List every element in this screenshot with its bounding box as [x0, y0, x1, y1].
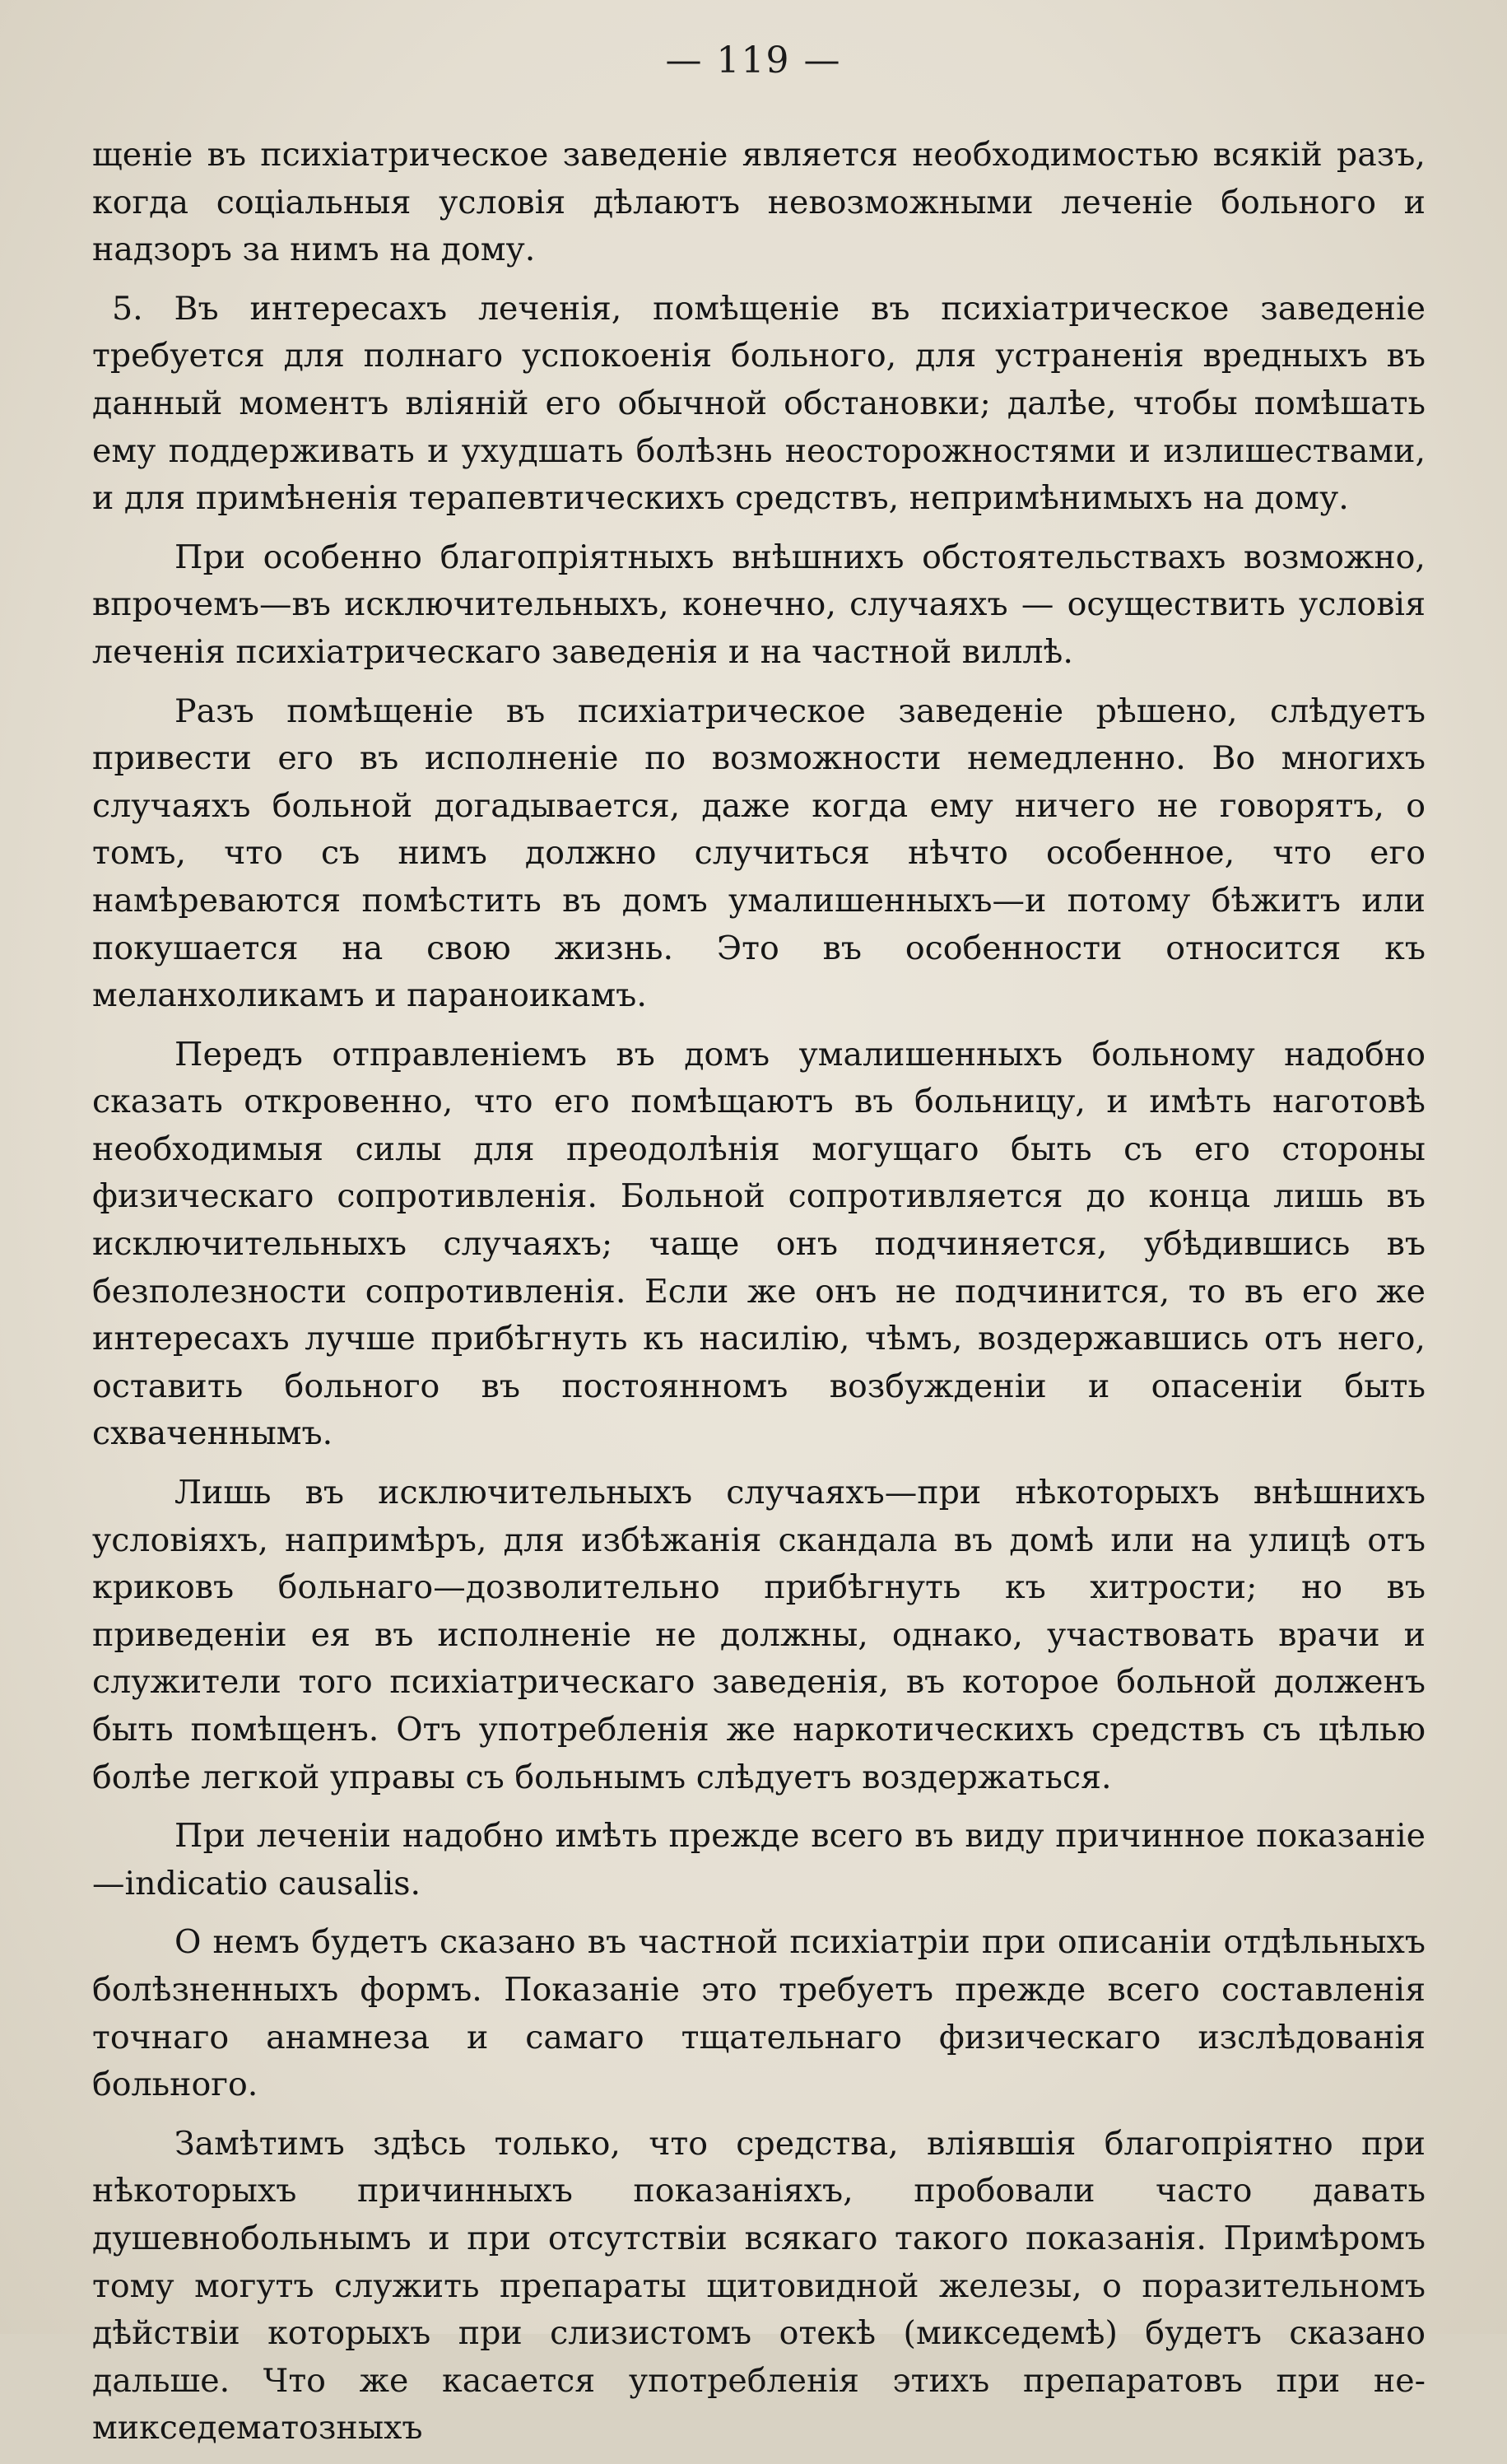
paragraph-villa: При особенно благопріятныхъ внѣшнихъ обстоятельствахъ возможно, впрочемъ—въ исключительныхъ, конечно, случаяхъ — осуществить условія леченія психіатрическаго заведенія и на частной виллѣ. [92, 538, 1426, 671]
paragraph-special-psychiatry: О немъ будетъ сказано въ частной психіатріи при описаніи отдѣльныхъ болѣзненныхъ формъ. Показаніе это требуетъ прежде всего составленія точнаго анамнеза и самаго тщательнаго физическаго изслѣдованія больного. [92, 1923, 1426, 2104]
paragraph-continuation: щеніе въ психіатрическое заведеніе является необходимостью всякій разъ, когда соціальныя условія дѣлаютъ невозможными леченіе больного и надзоръ за нимъ на дому. [92, 136, 1426, 269]
paragraph-deception: Лишь въ исключительныхъ случаяхъ—при нѣкоторыхъ внѣшнихъ условіяхъ, напримѣръ, для избѣжанія скандала въ домѣ или на улицѣ отъ криковъ больнаго—дозволительно прибѣгнуть къ хитрости; но въ приведеніи ея въ исполненіе не должны, однако, участвовать врачи и служители того психіатрическаго заведенія, въ которое больной долженъ быть помѣщенъ. Отъ употребленія же наркотическихъ средствъ съ цѣлью болѣе легкой управы съ больнымъ слѣдуетъ воздержаться. [92, 1474, 1426, 1796]
paragraph-point-5: 5. Въ интересахъ леченія, помѣщеніе въ психіатрическое заведеніе требуется для полнаго успокоенія больного, для устраненія вредныхъ въ данный моментъ вліяній его обычной обстановки; далѣе, чтобы помѣшать ему поддерживать и ухудшать болѣзнь неосторожностями и излишествами, и для примѣненія терапевтическихъ средствъ, непримѣнимыхъ на дому. [92, 289, 1426, 518]
paragraph-transfer: Передъ отправленіемъ въ домъ умалишенныхъ больному надобно сказать откровенно, что его помѣщаютъ въ больницу, и имѣть наготовѣ необходимыя силы для преодолѣнія могущаго быть съ его стороны физическаго сопротивленія. Больной сопротивляется до конца лишь въ исключительныхъ случаяхъ; чаще онъ подчиняется, убѣдившись въ безполезности сопротивленія. Если же онъ не подчинится, то въ его же интересахъ лучше прибѣгнуть къ насилію, чѣмъ, воздержавшись отъ него, оставить больного въ постоянномъ возбужденіи и опасеніи быть схваченнымъ. [92, 1035, 1426, 1453]
paragraph-causal-indication: При леченіи надобно имѣть прежде всего въ виду причинное показаніе—indicatio causalis. [92, 1817, 1426, 1903]
paragraph-admission: Разъ помѣщеніе въ психіатрическое заведеніе рѣшено, слѣдуетъ привести его въ исполненіе по возможности немедленно. Во многихъ случаяхъ больной догадывается, даже когда ему ничего не говорятъ, о томъ, что съ нимъ должно случиться нѣчто особенное, что его намѣреваются помѣстить въ домъ умалишенныхъ—и потому бѣжитъ или покушается на свою жизнь. Это въ особенности относится къ меланхоликамъ и параноикамъ. [92, 692, 1426, 1015]
body-text [92, 132, 1426, 2464]
paragraph-thyroid: Замѣтимъ здѣсь только, что средства, вліявшія благопріятно при нѣкоторыхъ причинныхъ показаніяхъ, пробовали часто давать душевнобольнымъ и при отсутствіи всякаго такого показанія. Примѣромъ тому могутъ служить препараты щитовидной железы, о поразительномъ дѣйствіи которыхъ при слизистомъ отекѣ (микседемѣ) будетъ сказано дальше. Что же касается употребленія этихъ препаратовъ при не-микседематозныхъ [92, 2124, 1426, 2448]
page-number: — 119 — [665, 40, 842, 82]
